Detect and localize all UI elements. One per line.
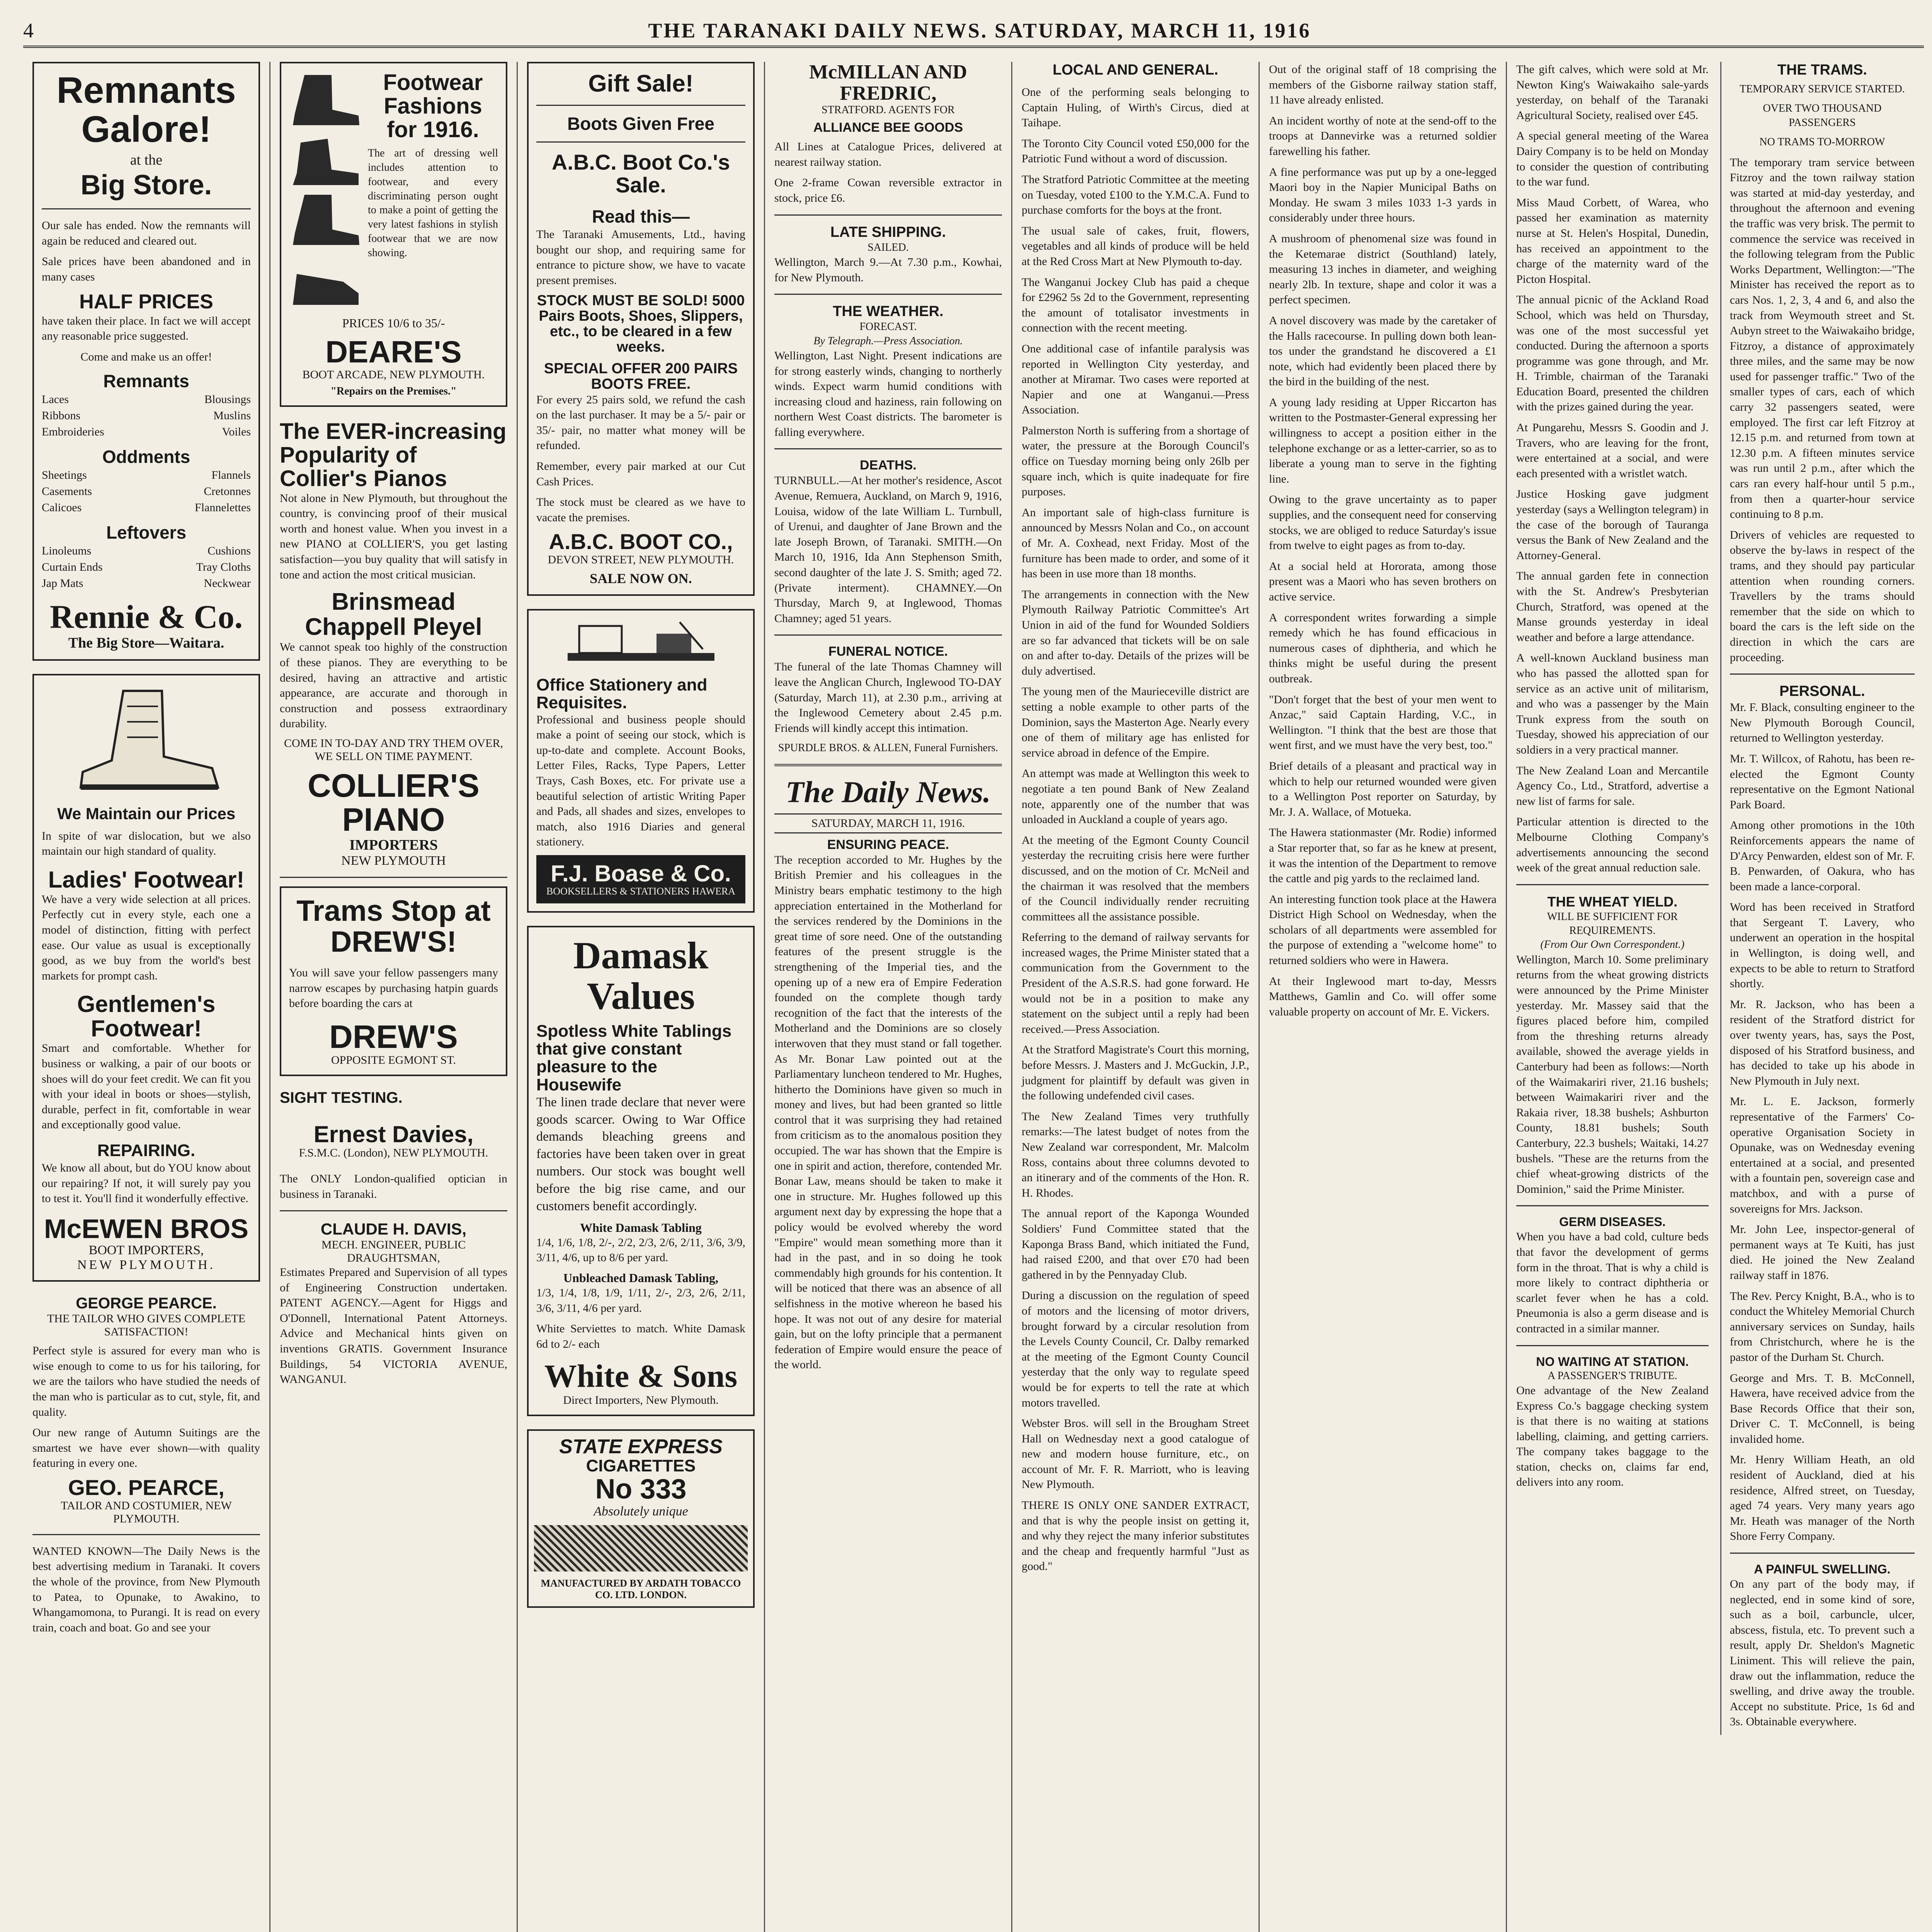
remnants-row: Embroideries Voiles [42,425,251,439]
unbleached-head: Unbleached Damask Tabling, [563,1271,718,1285]
masthead [23,15,1924,48]
leftovers-row: Linoleums Cushions [42,544,251,558]
local-item: The annual garden fete in connection with the St. Andrew's Presbyterian Church, Stratford, was opened at the Manse grounds yesterday in ideal weather and before a large attendance. [1516,570,1709,644]
half-prices: HALF PRICES [79,290,213,313]
sight-testing: SIGHT TESTING. [280,1089,403,1106]
personal-head: PERSONAL. [1779,683,1865,700]
trams-text: You will save your fellow passengers many narrow escapes by purchasing hatpin guards before boarding the cars at [289,966,498,1010]
local-item: The usual sale of cakes, fruit, flowers, vegetables and all kinds of produce will be held at the Red Cross Mart at New Plymouth to-day. [1022,224,1249,268]
trams-news-text2: Drivers of vehicles are requested to observe the by-laws in respect of the trams, and they should pay particular attention when rounding corners. Travellers by the trams should remember that the side on which to board the cars is the left side on the direction in which the cars are proceeding. [1730,528,1915,664]
deare-ad [280,62,507,407]
oddments-head: Oddments [102,447,190,467]
special-offer: SPECIAL OFFER 200 PAIRS BOOTS FREE. [544,360,738,392]
remnants-row: Laces Blousings [42,393,251,406]
come-offer: Come and make us an offer! [80,350,212,363]
manufacturer: MANUFACTURED BY ARDATH TOBACCO CO. LTD. LONDON. [541,1577,741,1600]
boots-free: Boots Given Free [567,114,714,134]
oddments-row: Calicoes Flannelettes [42,501,251,514]
special-text: For every 25 pairs sold, we refund the cash on the last purchaser. It may be a 5/- pair or 35/- pair, no matter what money will be refunded. [536,393,745,452]
white-sub: Direct Importers, New Plymouth. [563,1393,719,1406]
ladies-text: We have a very wide selection at all prices. Perfectly cut in every style, each one a model of distinction, fitting with perfect ease. Our value as usual is exceptionally good, as we buy from the world's best markets for prompt cash. [42,893,251,982]
local-item: "Don't forget that the best of your men went to Anzac," said Captain Harding, V.C., in Wellington. "I think that the best are those that went first, and we must have the very best, too." [1269,693,1497,752]
drews-ad [280,886,507,1076]
shoe-icon [289,191,362,249]
local-item: At the meeting of the Egmont County Council yesterday the recruiting crisis here were further discussed, and on the motion of Cr. McNeil and the chairman it was resolved that the members of the Council individually render recruiting committees all the assistance possible. [1022,833,1249,923]
tabling-prices: 1/4, 1/6, 1/8, 2/-, 2/2, 2/3, 2/6, 2/11, 3/6, 3/9, 3/11, 4/6, up to 8/6 per yard. [536,1236,745,1264]
column-5 [1012,62,1260,1932]
local-item: THERE IS ONLY ONE SANDER EXTRACT, and that is why the people insist on getting it, and why they reject the many inferior substitutes and the cheap and frequently harmful "Just as good." [1022,1499,1249,1573]
rennie-logo: Rennie & Co. [49,598,243,636]
office-head: Office Stationery and Requisites. [536,675,707,713]
local-item: An important sale of high-class furniture is announced by Messrs Nolan and Co., on account of Mr. A. Coxhead, next Friday. Most of the furniture has been made to order, and some of it has been in use more than 18 months. [1022,506,1249,580]
leftovers-head: Leftovers [106,522,187,543]
local-item: Justice Hosking gave judgment yesterday (says a Wellington telegram) in the case of the borough of Tauranga versus the Bank of New Zealand and the Attorney-General. [1516,488,1709,562]
personal-item: Mr. L. E. Jackson, formerly representative of the Farmers' Co-operative Organisation Society in Opunake, was on Wednesday evening entertained at a social, and presented with a fountain pen, sovereign case and matchbox, and with a purse of sovereigns for Mrs. Jackson. [1730,1095,1915,1215]
brand-number: No 333 [595,1474,687,1505]
state-express-ad [527,1429,755,1608]
column-7-right [1720,62,1915,1735]
davies-text: The ONLY London-qualified optician in business in Taranaki. [280,1172,507,1201]
local-item: The gift calves, which were sold at Mr. Newton King's Waiwakaiho sale-yards yesterday, on behalf of the Taranaki Agricultural Society, realised over £45. [1516,63,1709,122]
leftovers-row: Jap Mats Neckwear [42,577,251,590]
sailed-text: Wellington, March 9.—At 7.30 p.m., Kowhai, for New Plymouth. [774,255,1002,284]
wheat-text: Wellington, March 10. Some preliminary returns from the wheat growing districts were announced by the Prime Minister yesterday. Mr. Massey said that the figures placed before him, compiled from the threshing returns already available, showed the average yields in Canterbury had been as follows:—North of the Waimakariri river, 21.16 bushels; between Waimakariri river and the Rakaia river, 18.38 bushels; Ashburton County, 18.81 bushels; South Canterbury, 22.3 bushels; Waitaki, 14.27 bushels. "These are the returns from the chief wheat-growing districts of the Dominion," said the Prime Minister. [1516,953,1709,1196]
ensuring-text: The reception accorded to Mr. Hughes by the British Premier and his colleagues in the Ministry bears emphatic testimony to the high appreciation entertained in the Motherland for the services rendered by the Dominions in the great time of sore need. One of the outstanding features of the present struggle is the strengthening of the Imperial ties, and the opening up of a new era of Empire Federation founded on the complete though tardy recognition of the fact that the interests of the Motherland and the Dominions are so closely interwoven that they must stand or fall together. As Mr. Bonar Law pointed out at the Parliamentary luncheon tendered to Mr. Hughes, hitherto the Dominions have given so much in money and lives, but had been granted so little control that it was surprising they had retained from criticism as to the anomalous position they occupied. The war has shown that the Empire is one in spirit and action, therefore, contended Mr. Bonar Law, means should be taken to make it one in structure. Mr. Hughes followed up this argument next day by expressing the hope that a policy would be evolved whereby the word "Empire" would mean something more than it had in the past, and in so doing he took commendably high grounds for his contention. It will be noticed that there was an absence of all selfishness in the motive whereon he based his hope. It was not out of any desire for material gain, but on the lofty principle that a permanent federation of Empire would ensure the peace of the world. [774,853,1002,1371]
local-item: The Toronto City Council voted £50,000 for the Patriotic Fund without a word of discussion. [1022,137,1249,165]
forecast-by: By Telegraph.—Press Association. [813,335,963,347]
remnants-row: Ribbons Muslins [42,409,251,422]
ever-text: Not alone in New Plymouth, but throughout the country, is convincing proof of their musical worth and honest value. When you invest in a new PIANO at COLLIER'S, you get lasting satisfaction—you buy quality that will satisfy in tone and action the most critical musician. [280,492,507,581]
read-text: The Taranaki Amusements, Ltd., having bought our shop, and requiring same for entrance to picture show, we have to vacate present premises. [536,228,745,287]
local-item: The New Zealand Loan and Mercantile Agency Co., Ltd., Stratford, advertise a new list of farms for sale. [1516,764,1709,808]
gents-head: Gentlemen's Footwear! [77,991,216,1042]
wheat-from: (From Our Own Correspondent.) [1540,939,1685,951]
leftovers-row: Curtain Ends Tray Cloths [42,561,251,574]
oddments-row: Sheetings Flannels [42,469,251,482]
local-item: At the Stratford Magistrate's Court this morning, before Messrs. J. Masters and J. McGuckin, J.P., judgment for plaintiff by default was given in the following undefended civil cases. [1022,1043,1249,1102]
drews-sub: OPPOSITE EGMONT ST. [331,1053,456,1066]
deare-prices: PRICES 10/6 to 35/- [342,316,445,330]
funeral-head: FUNERAL NOTICE. [828,644,948,659]
drews-logo: DREW'S [329,1018,458,1055]
boot-illustration [42,683,251,799]
half-text: have taken their place. In fact we will accept any reasonable price suggested. [42,314,251,343]
damask-text: The linen trade declare that never were goods scarcer. Owing to War Office demands bleaching greens and factories have been taken over in great numbers. Our stock was bought well before the big rise came, and our customers benefit accordingly. [536,1095,745,1213]
local-item: One of the performing seals belonging to Captain Huling, of Wirth's Circus, died at Taihape. [1022,86,1249,129]
white-sons-logo: White & Sons [544,1358,738,1395]
oddments-row: Casements Cretonnes [42,485,251,498]
stock-sold: STOCK MUST BE SOLD! 5000 Pairs Boots, Shoes, Slippers, etc., to be cleared in a few weeks. [537,293,745,355]
alliance-text: All Lines at Catalogue Prices, delivered at nearest railway station. [774,140,1002,168]
trams-news-sub3: NO TRAMS TO-MORROW [1759,136,1885,148]
remember: Remember, every pair marked at our Cut Cash Prices. [536,460,745,488]
trams-news-sub: TEMPORARY SERVICE STARTED. [1740,83,1905,95]
local-item: A fine performance was put up by a one-legged Maori boy in the Napier Municipal Baths on Monday. He swam 3 miles 1033 1-3 yards in considerably under three hours. [1269,165,1497,224]
remnants-head: Remnants [103,371,189,391]
personal-item: Word has been received in Stratford that Sergeant T. Lavery, who underwent an operation in the hospital in Wellington, is doing well, and expects to be able to return to Stratford shortly. [1730,901,1915,990]
mcewen-logo: McEWEN BROS [44,1213,248,1244]
davies-sub: F.S.M.C. (London), NEW PLYMOUTH. [299,1146,488,1159]
local-item: An attempt was made at Wellington this week to negotiate a ten pound Bank of New Zealand note, apparently one of the number that was unloaded in Auckland a couple of years ago. [1022,767,1249,826]
shoe-icon [289,131,362,189]
serviettes: White Serviettes to match. White Damask 6d to 2/- each [536,1322,745,1350]
big-store: Big Store. [80,169,212,201]
column-7 [1507,62,1924,1932]
local-item: A novel discovery was made by the caretaker of the Halls racecourse. In pulling down both lean-tos under the grandstand he discovered a £1 note, which had evidently been placed there by the bird in the building of the nest. [1269,314,1497,388]
deare-sub: BOOT ARCADE, NEW PLYMOUTH. [302,368,485,381]
daily-news-title: The Daily News. [786,775,991,809]
local-item: The Hawera stationmaster (Mr. Rodie) informed a Star reporter that, so far as he knew at present, it was the intention of the Department to remove the cattle and pig yards to the reclaimed land. [1269,826,1497,885]
tabling-head: White Damask Tabling [580,1220,702,1235]
shipping-head: LATE SHIPPING. [830,224,946,240]
local-item: An interesting function took place at the Hawera District High School on Wednesday, when the scholars of all departments were assembled for the purpose of extending a "welcome home" to returned soldiers who were in Hawera. [1269,893,1497,967]
foot-text: The art of dressing well includes attention to footwear, and every discriminating person ought to make a point of getting the very latest fashions in stylish footwear that we are now showing. [368,147,498,259]
column-1 [23,62,270,1932]
local-item: At their Inglewood mart to-day, Messrs Matthews, Gamlin and Co. will offer some valuable property on account of Mr. E. Vickers. [1269,975,1497,1018]
ensuring-head: ENSURING PEACE. [827,837,949,852]
gift-sale: Gift Sale! [588,70,694,97]
local-item: Referring to the demand of railway servants for increased wages, the Prime Minister stated that a communication from the Government to the President of the A.S.R.S. had gone forward. He would not be in a position to make any statement on the subject until a reply had been received.—Press Association. [1022,931,1249,1036]
colliers-importers: IMPORTERS [349,837,438,854]
abc-now: SALE NOW ON. [590,571,692,587]
stock-cleared: The stock must be cleared as we have to vacate the premises. [536,496,745,524]
column-6 [1260,62,1507,1932]
pearce-sign2: TAILOR AND COSTUMIER, NEW PLYMOUTH. [61,1499,232,1525]
personal-item: The Rev. Percy Knight, B.A., who is to conduct the Whiteley Memorial Church anniversary services on Sunday, hails from Christchurch, where he is the pastor of the Durham St. Church. [1730,1289,1915,1364]
personal-item: Mr. F. Black, consulting engineer to the New Plymouth Borough Council, returned to Wellington yesterday. [1730,701,1915,745]
rennie-sale-prices: Sale prices have been abandoned and in many cases [42,255,251,283]
ladies-head: Ladies' Footwear! [48,866,245,893]
cigarettes: CIGARETTES [586,1456,696,1476]
rennie-sub: The Big Store—Waitara. [68,634,224,651]
pearce-sub: THE TAILOR WHO GIVES COMPLETE SATISFACTION! [47,1312,246,1338]
local-item: One additional case of infantile paralysis was reported in Wellington City yesterday, and another at Miramar. Two cases were reported at Napier and one at Wanganui.—Press Association. [1022,342,1249,417]
collier-ad [280,420,507,868]
pearce-name: GEORGE PEARCE. [76,1295,217,1312]
local-item: During a discussion on the regulation of speed of motors and the licensing of motor drivers, brought forward by a circular resolution from the Levels County Council, Cr. Dalby remarked at the meeting of the Egmont County Council yesterday that the only way to regulate speed would be for experts to tell the rate at which motors travelled. [1022,1289,1249,1409]
local-item: Miss Maud Corbett, of Warea, who passed her examination as maternity nurse at St. Helen's Hospital, Dunedin, has received an appointment to the charge of the maternity ward of the Picton Hospital. [1516,196,1709,286]
local-item: The arrangements in connection with the New Plymouth Railway Patriotic Committee's Art Union in aid of the fund for Wounded Soldiers are so far advanced that tickets will be on sale on and after to-day. Details of the prizes will be duly advertised. [1022,588,1249,677]
local-item: The annual picnic of the Ackland Road School, which was held on Thursday, was one of the most successful yet conducted. During the afternoon a sports programme was gone through, and Mr. H. Trimble, chairman of the Taranaki Education Board, presented the children with the prizes gained during the year. [1516,293,1709,413]
deare-logo: DEARE'S [325,335,462,369]
local-item: Webster Bros. will sell in the Brougham Street Hall on Wednesday next a good catalogue of new and modern house furniture, etc., on account of Mr. F. R. Marriott, who is leaving New Plymouth. [1022,1417,1249,1491]
personal-item: Mr. R. Jackson, who has been a resident of the Stratford district for over twenty years, has, says the Post, disposed of his Stratford business, and has decided to take up his abode in New Plymouth in July next. [1730,998,1915,1087]
trams-news-text: The temporary tram service between Fitzroy and the town railway station was started at mid-day yesterday, and throughout the afternoon and evening the traffic was very brisk. The permit to commence the service was received in the following telegram from the Public Works Department, Wellington:—"The Minister has received the report as to cars Nos. 1, 2, 3, 4 and 6, and also the track from Weymouth street and St. Aubyn street to the Waiwakaiho bridge, Fitzroy, a distance of approximately three miles, and the same may be now used for passenger traffic." Two of the smaller types of cars, each of which carry 32 passengers seated, were employed. The first car left Fitzroy at 12.15 p.m. and returned from town at 12.30 p.m. A fifteen minutes service was run until 2 p.m., after which the cars ran every half-hour until 5 p.m., from then a quarter-hour service continuing to 8 p.m. [1730,156,1915,521]
trams-news-head: THE TRAMS. [1777,62,1867,78]
trams-news-sub2: OVER TWO THOUSAND PASSENGERS [1763,102,1882,129]
germ-head: GERM DISEASES. [1559,1215,1666,1229]
abc-sale: A.B.C. Boot Co.'s Sale. [551,150,730,197]
personal-item: Among other promotions in the 10th Reinforcements appears the name of D'Arcy Penwarden, eldest son of Mr. F. B. Penwarden, of Oakura, who has been made a lance-corporal. [1730,819,1915,893]
local-item: The Wanganui Jockey Club has paid a cheque for £2962 5s 2d to the Government, representing the amount of totalisator investments in connection with the recent meeting. [1022,276,1249,335]
waiting-text: One advantage of the New Zealand Express Co.'s baggage checking system is that there is no waiting at stations labelling, claiming, and getting carriers. The company takes baggage to the station, checks on, claims far end, delivers into any room. [1516,1384,1709,1489]
column-3 [518,62,765,1932]
local-item: A special general meeting of the Warea Dairy Company is to be held on Monday to consider the question of contributing to the war fund. [1516,129,1709,189]
gents-text: Smart and comfortable. Whether for business or walking, a pair of our boots or shoes will do your feet credit. We can fit you with your ideal in boots or shoes—stylish, durable, perfect in fit, comfortable in wear and exceptionally good value. [42,1042,251,1131]
personal-item: Mr. Henry William Heath, an old resident of Auckland, died at his residence, Alfred street, on Tuesday, aged 74 years. Very many years ago Mr. Heath was manager of the North Shore Ferry Company. [1730,1453,1915,1543]
column-7-left [1516,62,1709,1735]
masthead-title: THE TARANAKI DAILY NEWS. SATURDAY, MARCH 11, 1916 [648,19,1311,42]
local-item: A correspondent writes forwarding a simple remedy which he has found efficacious in numerous cases of diphtheria, and which he thinks might be useful during the present outbreak. [1269,611,1497,685]
wheat-head: THE WHEAT YIELD. [1547,893,1678,910]
repairing-head: REPAIRING. [97,1141,196,1160]
colliers-logo: COLLIER'S PIANO [308,767,480,838]
foot-title: Footwear Fashions for 1916. [383,70,483,142]
local-item: Particular attention is directed to the Melbourne Clothing Company's advertisements announcing the second week of the great annual reduction sale. [1516,815,1709,874]
at-the: at the [130,151,163,168]
funeral-sign: SPURDLE BROS. & ALLEN, Funeral Furnishers. [778,742,998,754]
ever-head: The EVER-increasing Popularity of Collier's Pianos [280,419,507,491]
local-item: Palmerston North is suffering from a shortage of water, the pressure at the Borough Council's office on Tuesday morning being only 26lb per square inch, which is quite inadequate for fire purposes. [1022,424,1249,498]
local-item: At Pungarehu, Messrs S. Goodin and J. Travers, who are leaving for the front, were entertained at a social, and were each presented with a wristlet watch. [1516,421,1709,480]
germ-text: When you have a bad cold, culture beds that favor the development of germs form in the throat. That is why a child is more likely to contract diphtheria or scarlet fever when he has a cold. Pneumonia is also a germ disease and is contracted in a similar manner. [1516,1230,1709,1335]
desk-icon [564,618,718,676]
pearce-ad [32,1295,260,1526]
davies-ad [280,1089,507,1202]
pack-illustration [534,1525,748,1571]
wheat-sub: WILL BE SUFFICIENT FOR REQUIREMENTS. [1547,910,1678,937]
local-item: An incident worthy of note at the send-off to the troops at Dannevirke was a returned soldier farewelling his father. [1269,114,1497,158]
claude-ad [280,1220,507,1387]
local-item: The Stratford Patriotic Committee at the meeting on Tuesday, voted £100 to the Y.M.C.A. Fund to purchase comforts for the boys at the front. [1022,173,1249,217]
shoe-icon [289,71,362,129]
abc-addr: DEVON STREET, NEW PLYMOUTH. [548,553,734,566]
claude-sub: MECH. ENGINEER, PUBLIC DRAUGHTSMAN, [321,1238,466,1265]
brinsmead: Brinsmead Chappell Pleyel [305,588,482,641]
local-item: The New Zealand Times very truthfully remarks:—The latest budget of notes from the New Zealand war correspondent, Mr. Malcolm Ross, contains about three columns devoted to an itinerary and of the comments of the Hon. R. H. Rhodes. [1022,1110,1249,1199]
local-item: At a social held at Hororata, among those present was a Maori who has seven brothers on active service. [1269,560,1497,603]
painful-text: On any part of the body may, if neglected, end in some kind of sore, such as a boil, carbuncle, ulcer, abscess, fistula, etc. To prevent such a result, apply Dr. Sheldon's Magnetic Liniment. This will relieve the pain, draw out the inflammation, reduce the swelling, and drive away the trouble. Accept no substitute. Price, 1s 6d and 3s. Obtainable everywhere. [1730,1578,1915,1728]
forecast-head: FORECAST. [859,321,917,333]
damask-head: Damask Values [573,934,709,1017]
mcewen-sub: BOOT IMPORTERS, [88,1243,204,1258]
boase-ad [527,609,755,913]
repairing-text: We know all about, but do YOU know about our repairing? If not, it will surely pay you to test it. You'll find it wonderfully effective. [42,1161,251,1205]
come-in: COME IN TO-DAY AND TRY THEM OVER, WE SELL ON TIME PAYMENT. [284,736,503,763]
local-item: Owing to the grave uncertainty as to paper supplies, and the consequent need for conserving stocks, we are obliged to reduce Saturday's issue from twelve to eight pages as from to-day. [1269,493,1497,552]
trams-head: Trams Stop at DREW'S! [296,895,491,959]
spotless: Spotless White Tablings that give constant pleasure to the Housewife [536,1021,732,1094]
personal-item: Mr. T. Willcox, of Rahotu, has been re-elected the Egmont County representative on the Egmont National Park Board. [1730,752,1915,811]
personal-item: Mr. John Lee, inspector-general of permanent ways at Te Kuiti, has just died. He joined the New Zealand railway staff in 1876. [1730,1223,1915,1282]
local-item: Out of the original staff of 18 comprising the members of the Gisborne railway station staff, 11 have already enlisted. [1269,63,1497,107]
unique: Absolutely unique [594,1504,688,1519]
read-this: Read this— [592,206,690,226]
maintain-head: We Maintain our Prices [57,804,236,823]
unbleached-prices: 1/3, 1/4, 1/8, 1/9, 1/11, 2/-, 2/3, 2/6, 2/11, 3/6, 3/11, 4/6 per yard. [536,1286,745,1315]
local-item: Brief details of a pleasant and practical way in which to help our returned wounded were given to a Wellington Post reporter on Saturday, by Mr. J. A. Wallace, of Motueka. [1269,759,1497,818]
mcmillan-sub: STRATFORD. AGENTS FOR [821,104,955,116]
date-line: SATURDAY, MARCH 11, 1916. [774,813,1002,833]
deare-repairs: "Repairs on the Premises." [330,385,457,397]
deaths-text: TURNBULL.—At her mother's residence, Ascot Avenue, Remuera, Auckland, on March 9, 1916, Louisa, widow of the late William L. Turnbull, of Urenui, and daughter of Jane Brown and the late Joseph Brown, of Taranaki. SMITH.—On March 10, 1916, Ida Ann Stephenson Smith, second daughter of the late J. S. Smith; aged 72. (Private interment). CHAMNEY.—On Thursday, March 9, at Inglewood, Thomas Chamney; aged 51 years. [774,474,1002,625]
column-2 [270,62,518,1932]
desk-illustration [536,618,745,676]
mcewen-ad [32,674,260,1282]
boase-banner [536,855,745,903]
painful-head: A PAINFUL SWELLING. [1754,1562,1891,1577]
wanted-known: WANTED KNOWN—The Daily News is the best advertising medium in Taranaki. It covers the whole of the province, from New Plymouth to Patea, to Opunake, to Awakino, to Whangamomona, to Purangi. It is read on every train, coach and boat. Go and see your [32,1544,260,1634]
colliers-town: NEW PLYMOUTH [341,854,446,868]
local-item: The annual report of the Kaponga Wounded Soldiers' Fund Committee stated that the Kaponga Brass Band, which initiated the Fund, had raised £200, and that over £70 had been gathered in by the Pennyaday Club. [1022,1207,1249,1281]
white-sons-ad [527,926,755,1416]
personal-item: George and Mrs. T. B. McConnell, Hawera, have received advice from the Base Records Office that their son, Driver C. T. McConnell, is being invalided home. [1730,1371,1915,1446]
claude-text: Estimates Prepared and Supervision of all types of Engineering Construction undertaken. PATENT AGENCY.—Agent for Higgs and O'Donnell, International Patent Attorneys. Advice and Mechanical hints given on inventions GRATIS. Government Insurance Buildings, 54 VICTORIA AVENUE, WANGANUI. [280,1266,507,1386]
remnants-title: Remnants Galore! [56,70,236,150]
local-item: A young lady residing at Upper Riccarton has written to the Postmaster-General expressing her willingness to accept a position either in the telephone exchange or as a letter-carrier, so as to liberate a young man to serve in the fighting line. [1269,396,1497,485]
mcmillan-name: McMILLAN AND FREDRIC, [809,62,967,104]
pearce-text: Perfect style is assured for every man who is wise enough to come to us for his tailoring, for we are the tailors who have studied the needs of the man who is particular as to cut, style, fit, and quality. [32,1344,260,1418]
local-item: A well-known Auckland business man who has passed the allotted span for service as an active unit of militarism, and who was a passenger by the Main Trunk express from the south on Tuesday, showed his appreciation of our soldiers in a very practical manner. [1516,651,1709,756]
funeral-text: The funeral of the late Thomas Chamney will leave the Anglican Church, Inglewood TO-DAY (Saturday, March 11), at 2.30 p.m., arriving at the Inglewood Cemetery about 2.45 p.m. Friends will kindly accept this intimation. [774,660,1002,735]
weather-head: THE WEATHER. [833,303,944,320]
claude-name: CLAUDE H. DAVIS, [320,1220,467,1238]
waiting-sub: A PASSENGER'S TRIBUTE. [1548,1369,1677,1382]
shoe-icon [289,251,362,309]
rennie-ad [32,62,260,661]
sailed-head: SAILED. [867,241,909,253]
abc-ad [527,62,755,596]
abc-name: A.B.C. BOOT CO., [549,529,733,554]
boase-logo: F.J. Boase & Co. [551,860,731,886]
extractor: One 2-frame Cowan reversible extractor in stock, price £6. [774,176,1002,204]
alliance: ALLIANCE BEE GOODS [813,120,963,135]
pearce-sign: GEO. PEARCE, [68,1475,224,1500]
office-text: Professional and business people should make a point of seeing our stock, which is up-to-date and complete. Account Books, Letter Files, Racks, Type Papers, Letter Trays, Cash Boxes, etc. For private use a beautiful selection of artistic Writing Paper and Pads, all shades and sizes, envelopes to match, also 1916 Diaries and general stationery. [536,713,745,849]
shoe-illustrations [289,71,362,311]
local-item: A mushroom of phenomenal size was found in the Ketemarae district (Southland) lately, measuring 13 inches in diameter, and weighing nearly 2lb. In texture, shape and color it was a perfect specimen. [1269,232,1497,306]
deaths-head: DEATHS. [860,458,917,473]
maintain-text: In spite of war dislocation, but we also maintain our high standard of quality. [42,829,251,858]
pearce-text2: Our new range of Autumn Suitings are the smartest we have ever shown—with quality featuring in every one. [32,1426,260,1470]
boase-sub: BOOKSELLERS & STATIONERS HAWERA [546,885,736,897]
rennie-intro: Our sale has ended. Now the remnants will again be reduced and cleared out. [42,219,251,247]
page-number: 4 [23,19,35,42]
mcewen-town: NEW PLYMOUTH. [77,1258,216,1272]
waiting-head: NO WAITING AT STATION. [1536,1354,1689,1369]
boot-icon [65,683,228,799]
forecast-text: Wellington, Last Night. Present indications are for strong easterly winds, changing to northerly winds. Expect warm humid conditions with increasing cloud and haziness, rain following on northern West Coast districts. The barometer is falling everywhere. [774,349,1002,439]
brinsmead-text: We cannot speak too highly of the construction of these pianos. They are everything to be desired, having an attractive and artistic appearance, are accurate and thorough in construction and possess extraordinary durability. [280,641,507,730]
column-4 [765,62,1012,1932]
davies-name: Ernest Davies, [313,1121,474,1147]
state-express: STATE EXPRESS [559,1435,723,1458]
local-item: The young men of the Maurieceville district are setting a noble example to other parts of the Dominion, says the Masterton Age. Nearly every one of them of military age has enlisted for service abroad in defence of the Empire. [1022,685,1249,759]
local-general-head: LOCAL AND GENERAL. [1053,62,1218,78]
